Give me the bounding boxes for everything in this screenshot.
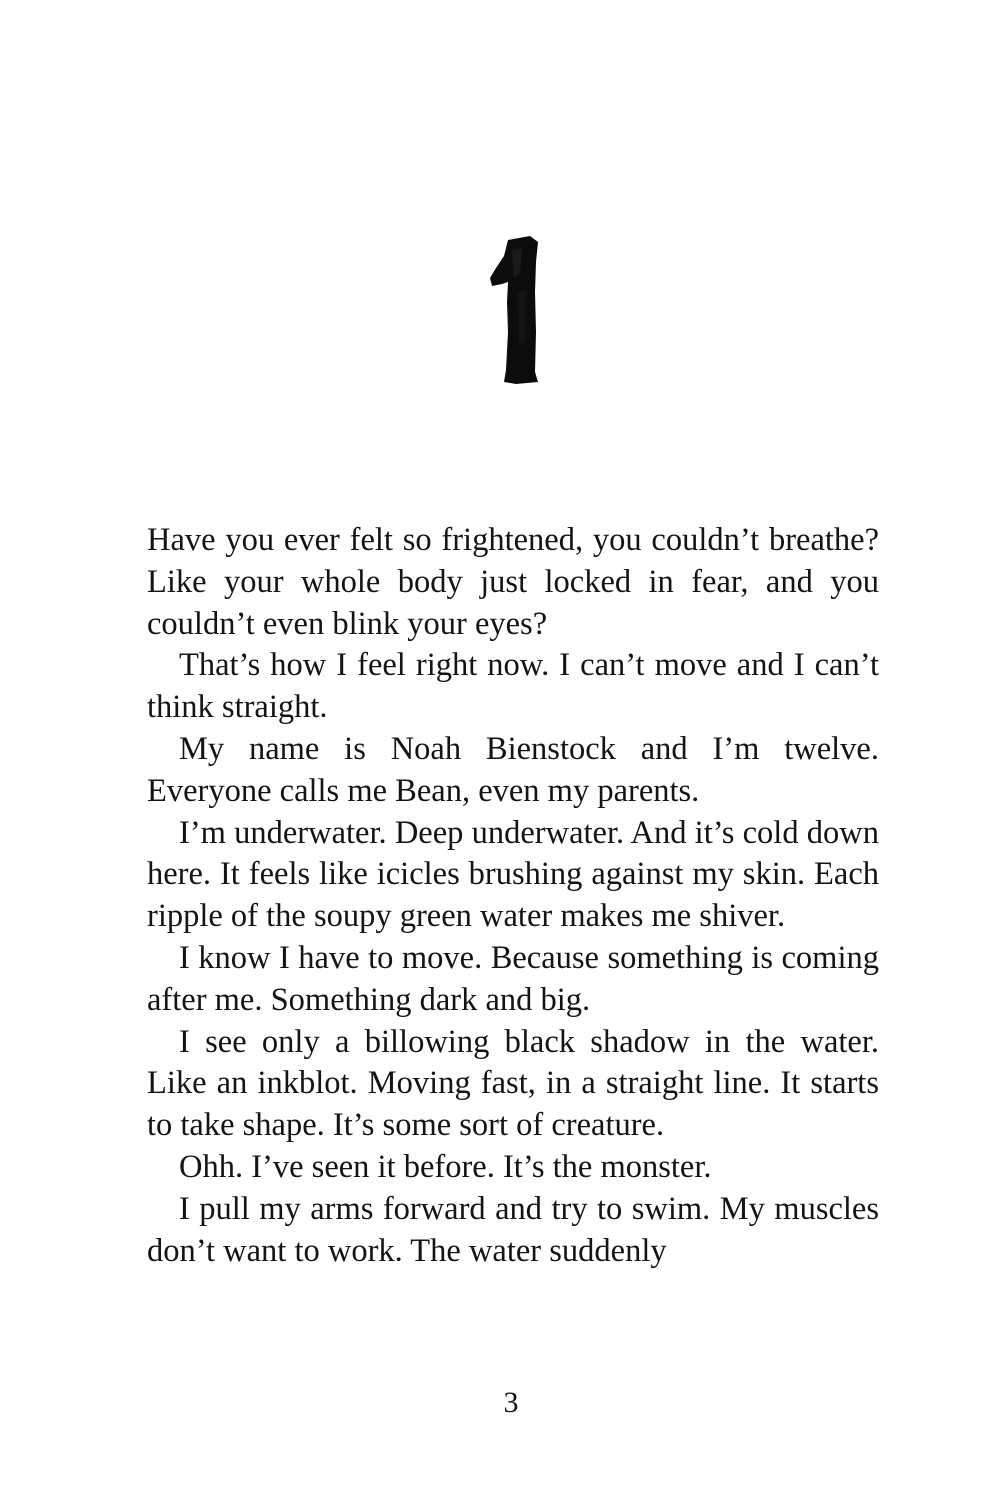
paragraph: Ohh. I’ve seen it before. It’s the monster. — [179, 1148, 712, 1185]
paragraph: I know I have to move. Because something is coming after me. Something dark and big. — [147, 939, 879, 1018]
paragraph: I see only a billowing black shadow in the water. Like an inkblot. Moving fast, in a straight line. It starts to take shape. It’s some sort of creature. — [147, 1023, 879, 1144]
page-number: 3 — [503, 1386, 519, 1419]
chapter-body — [147, 520, 879, 1272]
chapter-number-glyph — [478, 232, 558, 397]
paragraph: Have you ever felt so frightened, you couldn’t breathe? Like your whole body just locked in fear, and you couldn’t even blink your eyes? — [147, 522, 879, 642]
paragraph: I’m underwater. Deep underwater. And it’s cold down here. It feels like icicles brushing against my skin. Each ripple of the soupy green water makes me shiver. — [147, 814, 879, 935]
chapter-number — [478, 232, 558, 397]
paragraph: I pull my arms forward and try to swim. My muscles don’t want to work. The water suddenly — [147, 1190, 879, 1269]
paragraph: That’s how I feel right now. I can’t move and I can’t think straight. — [147, 647, 879, 726]
paragraph: My name is Noah Bienstock and I’m twelve. Everyone calls me Bean, even my parents. — [147, 730, 879, 809]
